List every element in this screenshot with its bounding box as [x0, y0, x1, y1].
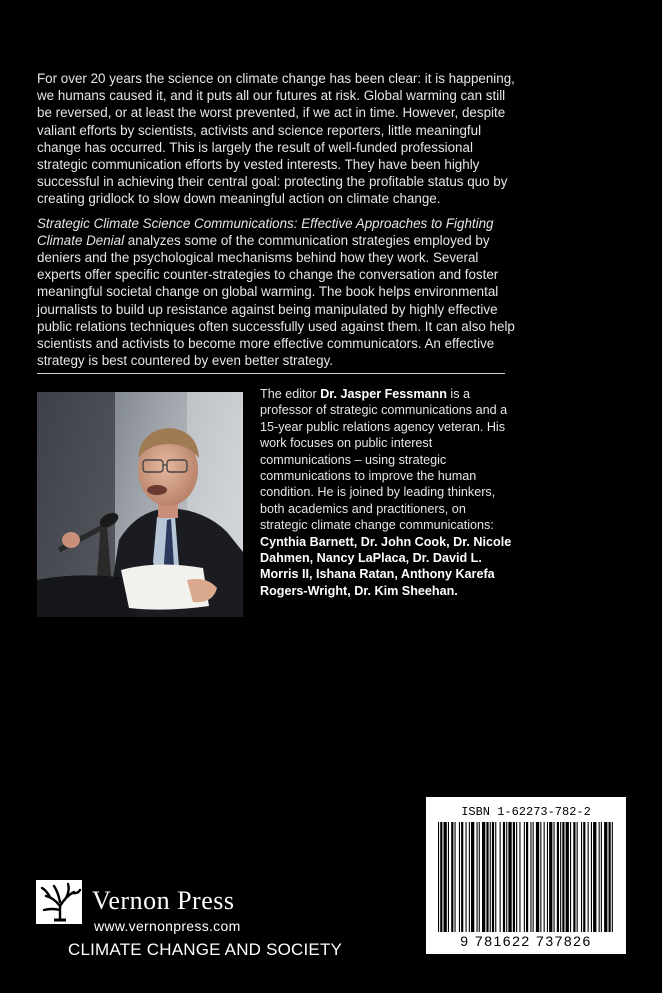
series-title: CLIMATE CHANGE AND SOCIETY: [68, 940, 343, 959]
barcode-bar: [519, 822, 520, 932]
barcode-bar: [526, 822, 528, 932]
blurb-paragraph-2: [37, 215, 515, 370]
barcode-bar: [455, 822, 456, 932]
barcode-bar: [516, 822, 517, 932]
barcode-bar: [577, 822, 578, 932]
barcode-bar: [508, 822, 511, 932]
blurb-paragraph-2-text: analyzes some of the communication strategies employed by deniers and the psychological mechanisms behind how they work. Several experts offer specific counter-strategies to change the conversation and foster meaningful societal change on global warming. The book helps environmental journalists to build up resistance against being manipulated by highly effective public relations techniques often successfully used against them. It can also help scientists and activists to become more effective communicators. An effective strategy is best countered by even better strategy.: [37, 232, 515, 369]
editor-bio: [260, 386, 512, 599]
barcode-bar: [524, 822, 525, 932]
barcode-bar: [495, 822, 496, 932]
barcode-bar: [444, 822, 447, 932]
barcode-bar: [459, 822, 460, 932]
barcode-bar: [557, 822, 559, 932]
barcode-bar: [591, 822, 592, 932]
barcode-bar: [540, 822, 541, 932]
bio-text: is a professor of strategic communications and a 15-year public relations agency veteran. His work focuses on public interest communications – using strategic communications to improve the human condition. He is joined by leading thinkers, both academics and practitioners, on strategic climate change communications:: [260, 387, 508, 533]
barcode-bar: [547, 822, 548, 932]
editor-name: Dr. Jasper Fessmann: [320, 387, 447, 401]
barcode-bar: [490, 822, 491, 932]
vernon-press-logo-icon: [36, 880, 82, 924]
isbn-barcode: [426, 797, 626, 954]
divider: [37, 373, 505, 374]
barcode-bar: [482, 822, 485, 932]
barcode-bar: [486, 822, 488, 932]
barcode-bar: [438, 822, 439, 932]
barcode-bar: [588, 822, 589, 932]
barcode-bar: [469, 822, 470, 932]
barcode-bar: [583, 822, 585, 932]
book-title: Strategic Climate Science Communications: Effective Approaches to Fighting Climate Denial: [37, 215, 494, 248]
barcode-bar: [549, 822, 552, 932]
barcode-bar: [530, 822, 531, 932]
bio-intro: The editor: [260, 387, 321, 401]
back-cover-blurb: [37, 70, 515, 376]
barcode-bar: [513, 822, 515, 932]
barcode-bar: [544, 822, 545, 932]
publisher-name: Vernon Press: [92, 886, 235, 915]
barcode-bar: [451, 822, 453, 932]
blurb-paragraph-1: For over 20 years the science on climate change has been clear: it is happening, we humans caused it, and it puts all our futures at risk. Global warming can still be reversed, or at least the worst prevented, if we act in time. However, despite valiant efforts by scientists, activists and science reporters, little meaningful change has occurred. This is largely the result of well-funded professional strategic communication efforts by vested interests. They have been highly successful in achieving their central goal: protecting the profitable status quo by creating gridlock to slow down meaningful action on climate change.: [37, 71, 515, 207]
barcode-bar: [500, 822, 501, 932]
barcode-bar: [440, 822, 442, 932]
barcode-bar: [479, 822, 480, 932]
editor-photo-image: [37, 392, 243, 617]
barcode-bar: [560, 822, 561, 932]
barcode-bar: [566, 822, 569, 932]
publisher-url: www.vernonpress.com: [94, 918, 241, 934]
isbn-digits: 9 781622 737826: [460, 933, 592, 949]
barcode-bar: [536, 822, 539, 932]
barcode-bar: [554, 822, 555, 932]
barcode-bar: [612, 822, 613, 932]
barcode-bar: [604, 822, 607, 932]
barcode-bar: [593, 822, 596, 932]
barcode-bar: [492, 822, 494, 932]
barcode-bar: [477, 822, 478, 932]
barcode-bar: [609, 822, 611, 932]
barcode-bar: [533, 822, 534, 932]
editor-photo: [37, 392, 243, 617]
barcode-bar: [581, 822, 582, 932]
barcode-bar: [601, 822, 602, 932]
contributors-list: Cynthia Barnett, Dr. John Cook, Dr. Nicole Dahmen, Nancy LaPlaca, Dr. David L. Morris II, Ishana Ratan, Anthony Karefa Rogers-Wright, Dr. Kim Sheehan.: [260, 534, 512, 598]
barcode-bar: [573, 822, 575, 932]
barcode-bar: [466, 822, 467, 932]
barcode-bar: [562, 822, 564, 932]
barcode-bar: [448, 822, 449, 932]
isbn-label: ISBN 1-62273-782-2: [461, 805, 591, 819]
barcode-bar: [599, 822, 600, 932]
barcode-bar: [461, 822, 463, 932]
barcode-bar: [506, 822, 507, 932]
barcode-bar: [471, 822, 474, 932]
barcode-bars: [436, 822, 616, 932]
barcode-bar: [503, 822, 505, 932]
barcode-bar: [570, 822, 571, 932]
